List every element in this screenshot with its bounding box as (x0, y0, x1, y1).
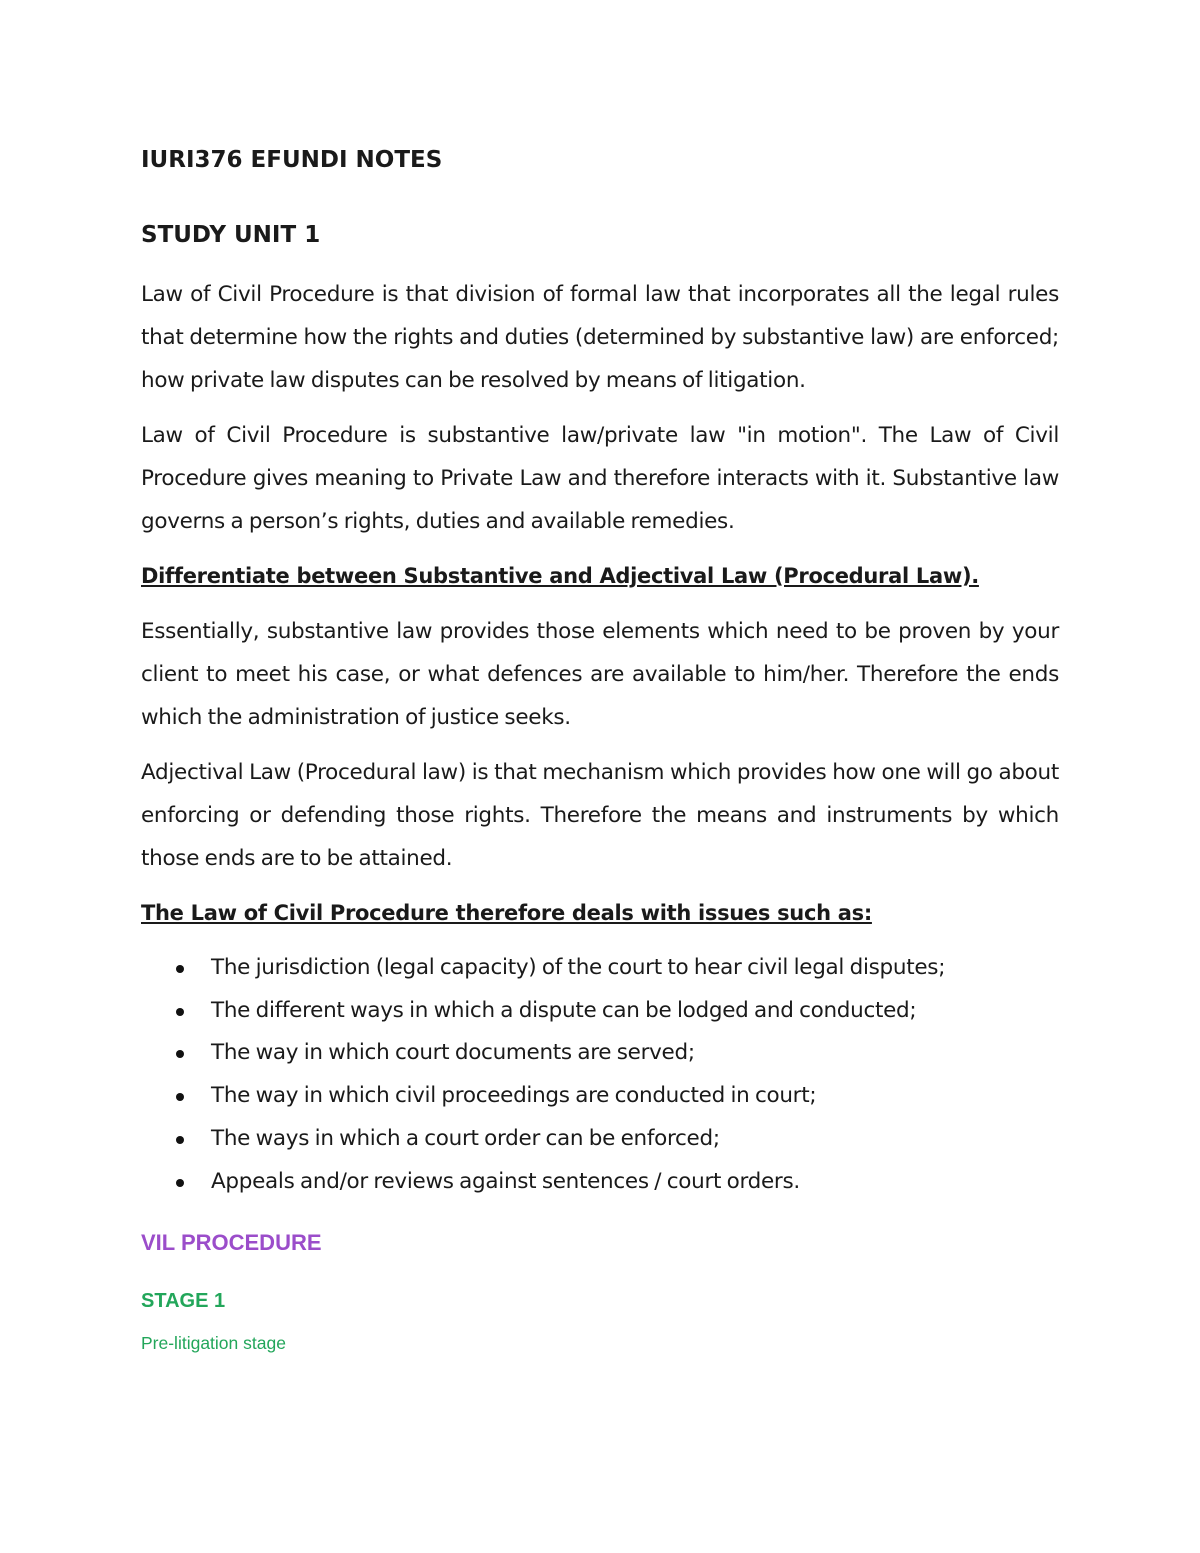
bullet-icon (176, 1008, 184, 1016)
bullet-icon (176, 1093, 184, 1101)
list-item (141, 1032, 1059, 1075)
bullet-icon (176, 1179, 184, 1187)
list-item-text: Appeals and/or reviews against sentences / court orders. (211, 1168, 800, 1194)
list-item (141, 947, 1059, 990)
document-body (141, 140, 1059, 1213)
bullet-icon (176, 1050, 184, 1058)
list-item-text: The way in which court documents are served; (211, 1040, 695, 1066)
bullet-icon (176, 965, 184, 973)
list-item-text: The different ways in which a dispute can be lodged and conducted; (211, 997, 917, 1023)
heading-issues: The Law of Civil Procedure therefore deals with issues such as: (141, 901, 872, 925)
paragraph-definition: Law of Civil Procedure is that division of formal law that incorporates all the legal rules that determine how the rights and duties (determined by substantive law) are enforced; how private law disputes can be resolved by means of litigation. (141, 282, 1059, 393)
section-title-civil-procedure: VIL PROCEDURE (141, 1230, 322, 1255)
stage-title: STAGE 1 (141, 1290, 226, 1312)
issues-list (141, 947, 1059, 1203)
stage-subtitle: Pre-litigation stage (141, 1333, 286, 1353)
list-item (141, 1075, 1059, 1118)
list-item-text: The ways in which a court order can be enforced; (211, 1125, 720, 1151)
paragraph-substantive: Essentially, substantive law provides those elements which need to be proven by your client to meet his case, or what defences are available to him/her. Therefore the ends which the administration of justice seeks. (141, 619, 1059, 730)
heading-differentiate: Differentiate between Substantive and Adjectival Law (Procedural Law). (141, 564, 979, 588)
list-item-text: The way in which civil proceedings are conducted in court; (211, 1083, 817, 1109)
bullet-icon (176, 1136, 184, 1144)
list-item (141, 1161, 1059, 1204)
paragraph-substantive-law: Law of Civil Procedure is substantive law/private law "in motion". The Law of Civil Procedure gives meaning to Private Law and therefore interacts with it. Substantive law governs a person’s rights, duties and available remedies. (141, 423, 1059, 534)
list-item (141, 990, 1059, 1033)
document-title: IURI376 EFUNDI NOTES (141, 147, 443, 173)
list-item-text: The jurisdiction (legal capacity) of the court to hear civil legal disputes; (211, 955, 946, 980)
study-unit-title: STUDY UNIT 1 (141, 222, 321, 248)
list-item (141, 1118, 1059, 1161)
paragraph-adjectival: Adjectival Law (Procedural law) is that mechanism which provides how one will go about enforcing or defending those rights. Therefore the means and instruments by which those ends are to be attained. (141, 760, 1059, 871)
